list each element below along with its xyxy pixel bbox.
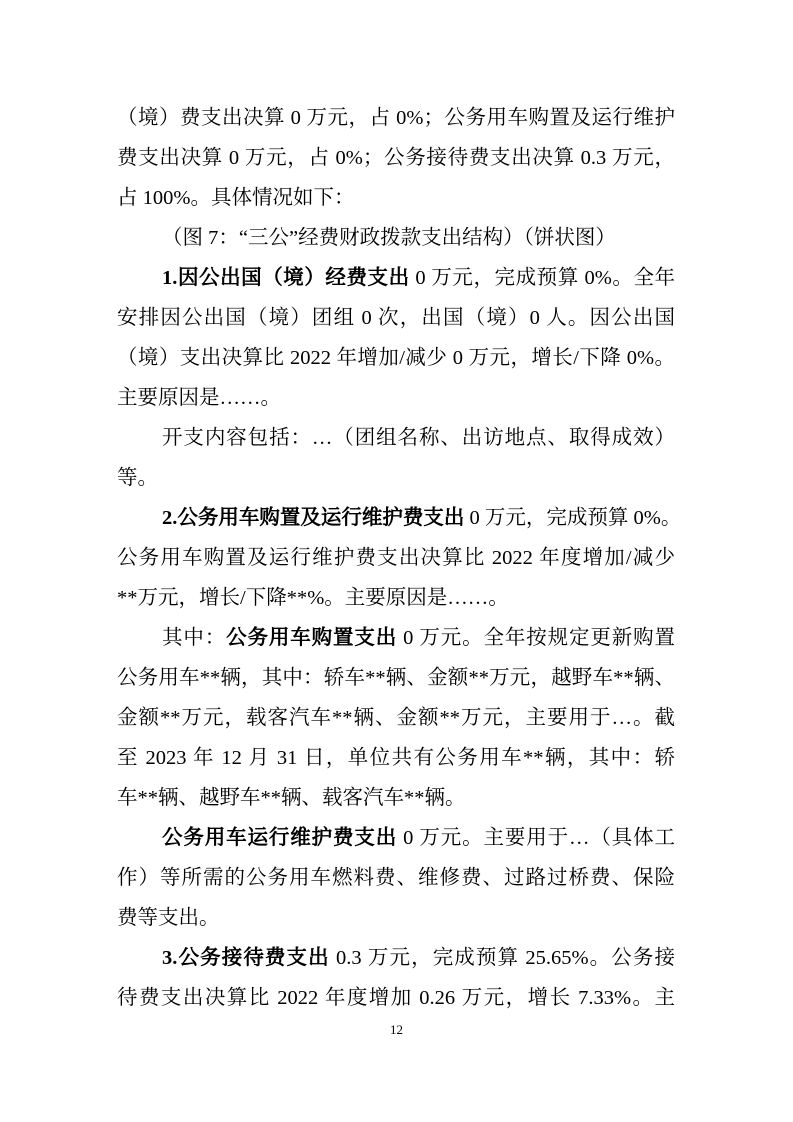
text-segment: 0.3 万元，完成预算 25.65%。公务接 — [329, 947, 676, 969]
vehicle-purchase-line: 公务用车**辆，其中：轿车**辆、金额**万元，越野车**辆、 — [117, 667, 675, 689]
vehicle-purchase-line: 金额**万元，载客汽车**辆、金额**万元，主要用于…。截 — [117, 707, 675, 729]
section-2-line: 公务用车购置及运行维护费支出决算比 2022 年度增加/减少 — [117, 547, 675, 569]
expenditure-content-line: 开支内容包括：…（团组名称、出访地点、取得成效） — [162, 427, 675, 449]
expenditure-content-line: 等。 — [117, 467, 158, 489]
section-1-line: 主要原因是……。 — [117, 387, 281, 409]
section-2-line: **万元，增长/下降**%。主要原因是……。 — [117, 587, 509, 609]
section-2-first-line — [117, 498, 682, 538]
section-3-heading: 3.公务接待费支出 — [162, 947, 330, 969]
page-number: 12 — [390, 1022, 403, 1037]
intro-line: （境）费支出决算 0 万元，占 0%；公务用车购置及运行维护 — [117, 107, 675, 129]
vehicle-purchase-heading: 公务用车购置支出 — [226, 627, 398, 649]
vehicle-purchase-line: 车**辆、越野车**辆、载客汽车**辆。 — [117, 787, 466, 809]
intro-line: 费支出决算 0 万元，占 0%；公务接待费支出决算 0.3 万元， — [117, 147, 675, 169]
vehicle-operation-line: 作）等所需的公务用车燃料费、维修费、过路过桥费、保险 — [117, 867, 675, 889]
section-3-line: 待费支出决算比 2022 年度增加 0.26 万元，增长 7.33%。主 — [117, 987, 675, 1009]
figure-caption: （图 7：“三公”经费财政拨款支出结构）（饼状图） — [162, 227, 616, 249]
text-segment: 0 万元，完成预算 0%。 — [464, 507, 682, 529]
text-segment: 0 万元，完成预算 0%。全年 — [409, 267, 676, 289]
section-2-heading: 2.公务用车购置及运行维护费支出 — [162, 507, 465, 529]
vehicle-operation-first-line — [117, 818, 675, 858]
text-segment: 其中： — [162, 627, 227, 649]
section-1-heading: 1.因公出国（境）经费支出 — [162, 267, 410, 289]
section-3-first-line — [117, 938, 675, 978]
section-1-line: 安排因公出国（境）团组 0 次，出国（境）0 人。因公出国 — [117, 307, 675, 329]
section-1-first-line — [117, 258, 675, 298]
intro-line: 占 100%。具体情况如下： — [117, 187, 355, 209]
section-1-line: （境）支出决算比 2022 年增加/减少 0 万元，增长/下降 0%。 — [117, 347, 675, 369]
text-segment: 0 万元。主要用于…（具体工 — [397, 827, 675, 849]
vehicle-operation-heading: 公务用车运行维护费支出 — [162, 827, 398, 849]
vehicle-operation-line: 费等支出。 — [117, 907, 220, 929]
body-text — [117, 98, 682, 1018]
vehicle-purchase-line: 至 2023 年 12 月 31 日，单位共有公务用车**辆，其中：轿 — [117, 747, 675, 769]
text-segment: 0 万元。全年按规定更新购置 — [397, 627, 675, 649]
vehicle-purchase-first-line — [117, 618, 675, 658]
